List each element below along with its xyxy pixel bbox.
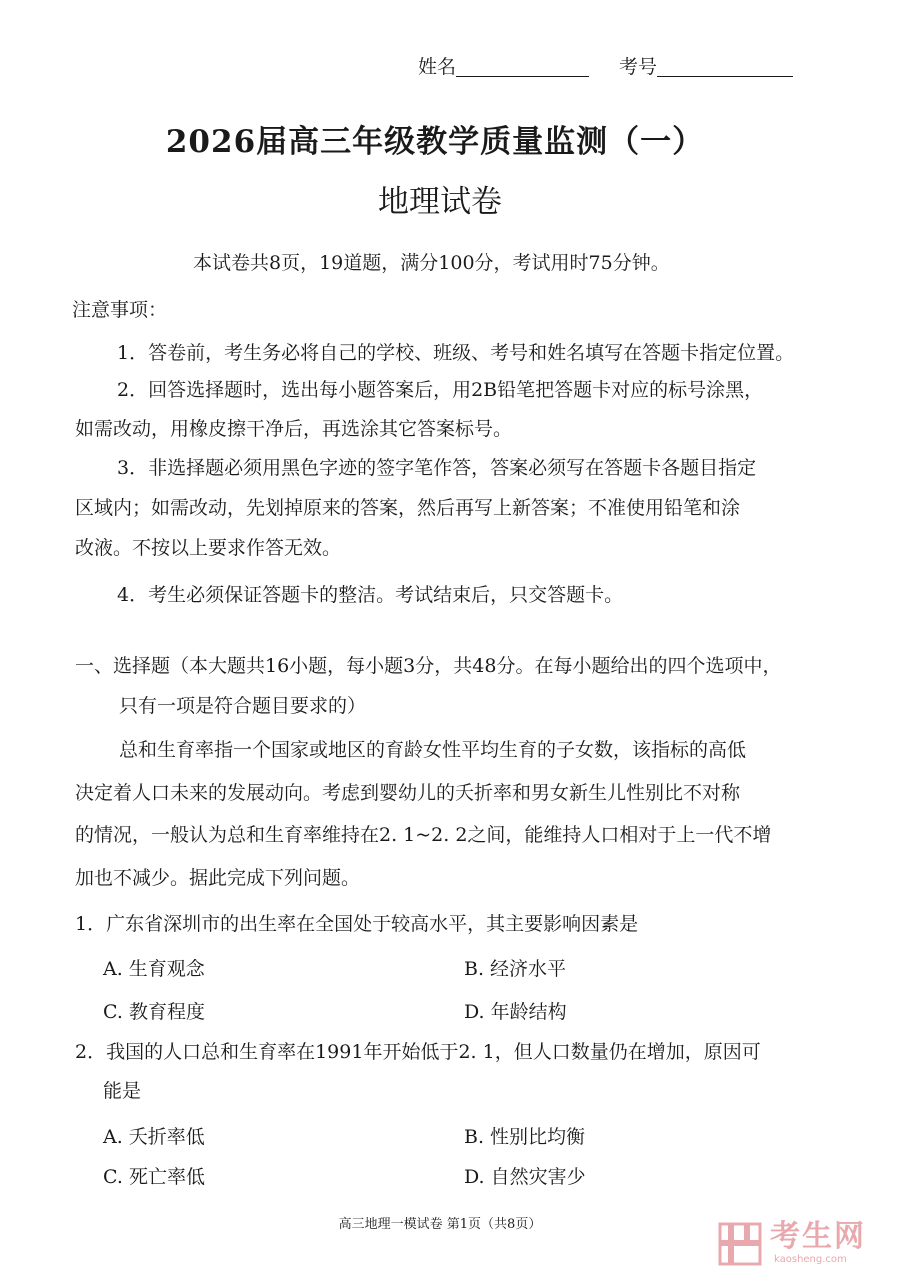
passage-line-4: 加也不减少。据此完成下列问题。 — [75, 867, 361, 889]
notice-item-2-cont: 如需改动，用橡皮擦干净后，再选涂其它答案标号。 — [75, 418, 513, 440]
page-footer: 高三地理一模试卷 第1页（共8页） — [338, 1217, 542, 1232]
page-title: 2026届高三年级教学质量监测（一） — [165, 124, 705, 160]
exam-info: 本试卷共8页，19道题，满分100分，考试用时75分钟。 — [193, 252, 670, 274]
q1-option-a: A. 生育观念 — [103, 958, 205, 980]
name-label: 姓名 — [418, 56, 457, 78]
notice-item-2: 2．回答选择题时，选出每小题答案后，用2B铅笔把答题卡对应的标号涂黑， — [117, 379, 764, 401]
q2-option-d: D. 自然灾害少 — [464, 1166, 586, 1188]
q2-option-a: A. 夭折率低 — [103, 1126, 205, 1148]
question-2-stem: 2．我国的人口总和生育率在1991年开始低于2. 1，但人口数量仍在增加，原因可 — [75, 1041, 761, 1063]
name-blank — [456, 58, 589, 77]
notice-item-4: 4．考生必须保证答题卡的整洁。考试结束后，只交答题卡。 — [117, 584, 624, 606]
q1-option-d: D. 年龄结构 — [464, 1001, 567, 1023]
notice-heading: 注意事项： — [72, 299, 168, 321]
question-1-stem: 1．广东省深圳市的出生率在全国处于较高水平，其主要影响因素是 — [75, 913, 639, 935]
name-field — [418, 58, 589, 77]
q2-option-c: C. 死亡率低 — [103, 1166, 205, 1188]
exam-number-blank — [657, 58, 793, 77]
watermark-domain: kaosheng.com — [774, 1254, 847, 1265]
passage-line-3: 的情况，一般认为总和生育率维持在2. 1~2. 2之间，能维持人口相对于上一代不增 — [75, 824, 772, 846]
watermark-logo-icon — [718, 1222, 764, 1266]
notice-item-3-cont1: 区域内；如需改动，先划掉原来的答案，然后再写上新答案；不准使用铅笔和涂 — [75, 497, 741, 519]
exam-number-label: 考号 — [619, 56, 658, 78]
passage-line-2: 决定着人口未来的发展动向。考虑到婴幼儿的夭折率和男女新生儿性别比不对称 — [75, 782, 741, 804]
section-heading-cont: 只有一项是符合题目要求的） — [119, 695, 367, 717]
q1-option-b: B. 经济水平 — [464, 958, 567, 980]
passage-line-1: 总和生育率指一个国家或地区的育龄女性平均生育的子女数，该指标的高低 — [119, 739, 747, 761]
section-heading: 一、选择题（本大题共16小题，每小题3分，共48分。在每小题给出的四个选项中， — [75, 655, 782, 677]
notice-item-3: 3．非选择题必须用黑色字迹的签字笔作答，答案必须写在答题卡各题目指定 — [117, 457, 757, 479]
exam-number-field — [619, 58, 793, 77]
q2-option-b: B. 性别比均衡 — [464, 1126, 586, 1148]
watermark — [718, 1219, 888, 1266]
notice-item-1: 1．答卷前，考生务必将自己的学校、班级、考号和姓名填写在答题卡指定位置。 — [117, 342, 795, 364]
page-subtitle: 地理试卷 — [378, 184, 502, 220]
q1-option-c: C. 教育程度 — [103, 1001, 205, 1023]
notice-item-3-cont2: 改液。不按以上要求作答无效。 — [75, 537, 342, 559]
watermark-brand: 考生网 — [770, 1219, 866, 1254]
question-2-stem-cont: 能是 — [103, 1080, 142, 1102]
